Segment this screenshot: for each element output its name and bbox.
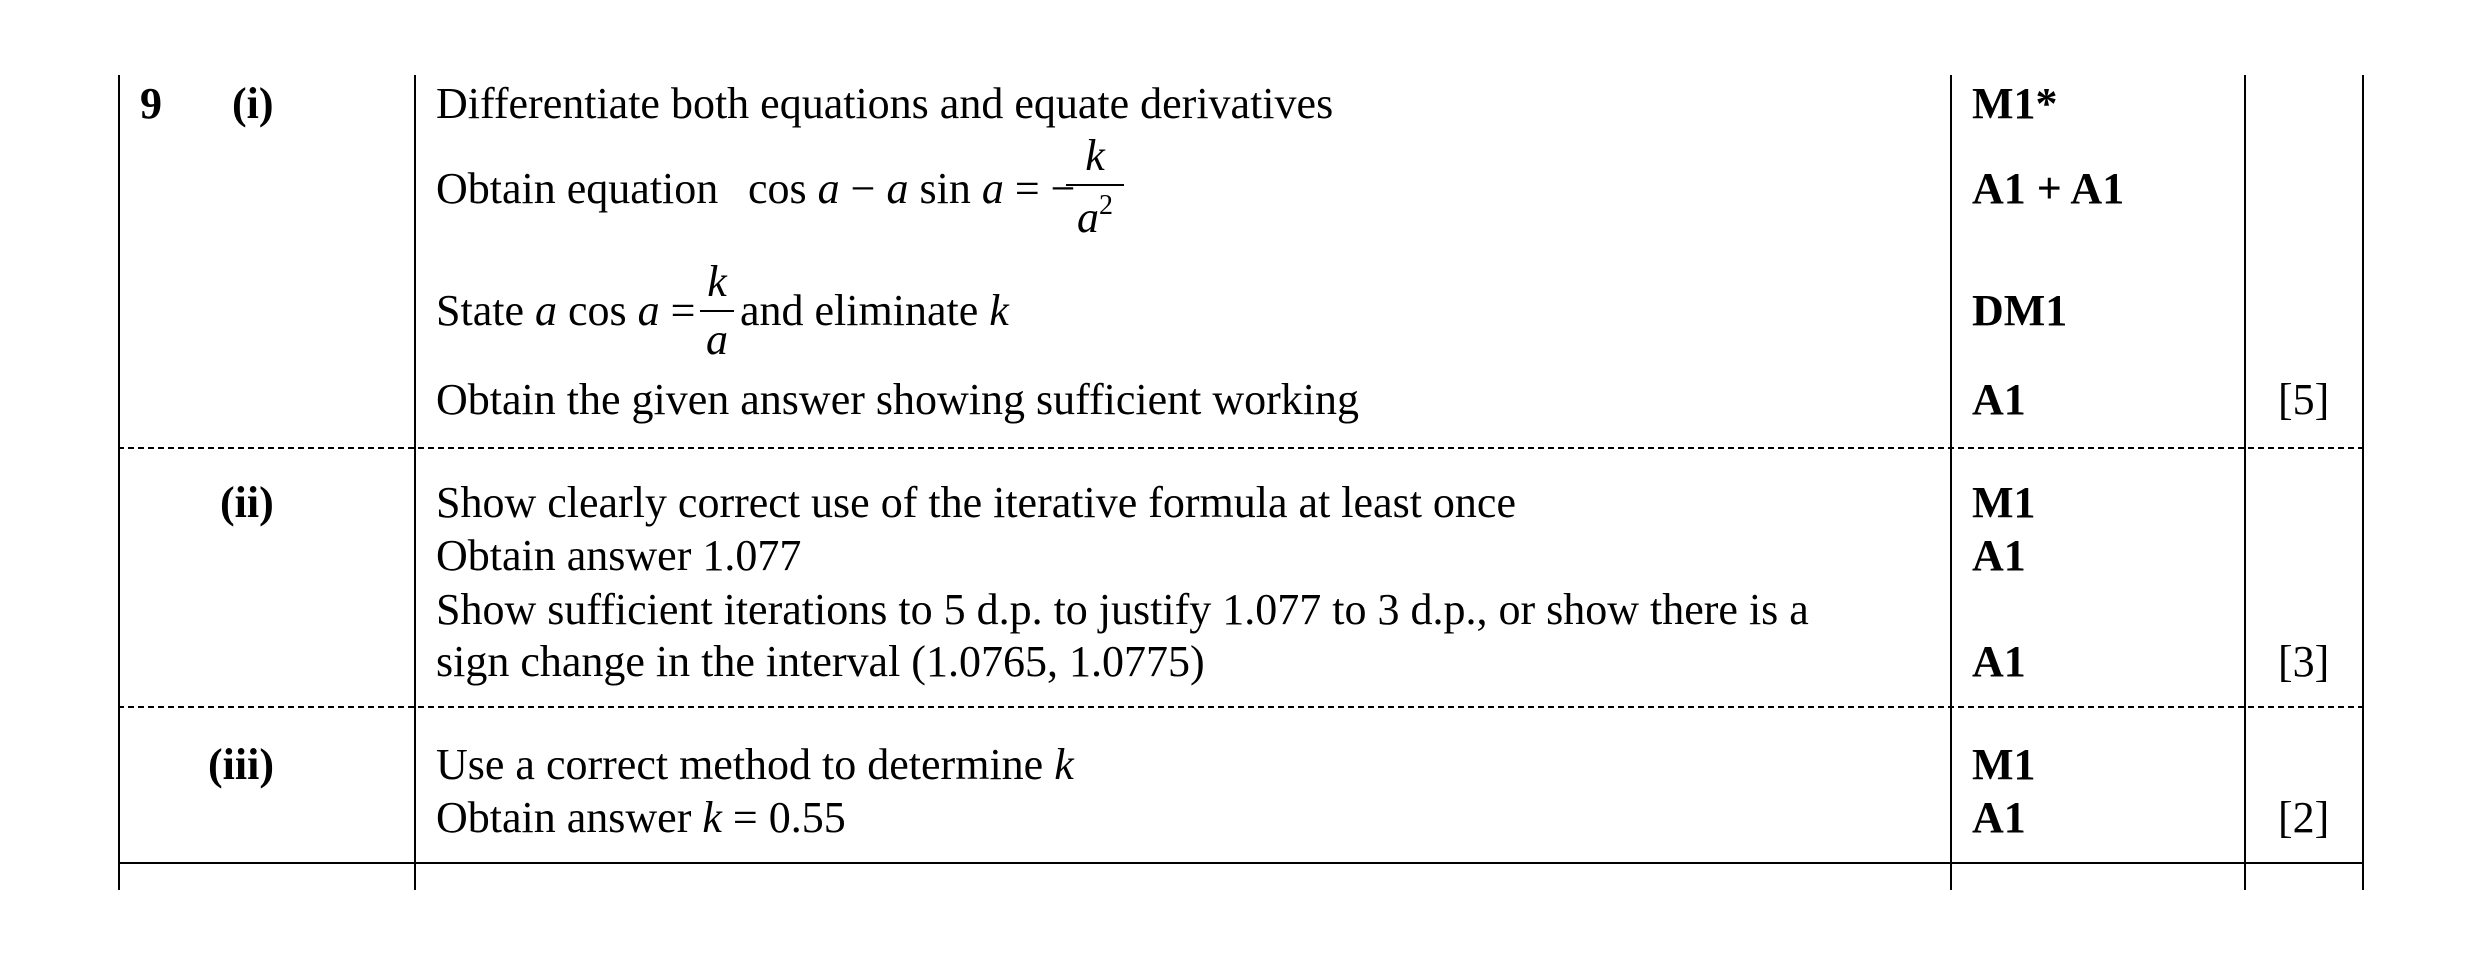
part-total: [3] (2278, 637, 2330, 686)
mark-code: A1 + A1 (1972, 164, 2125, 213)
question-number: 9 (140, 79, 162, 128)
row-divider-i-ii (118, 447, 2364, 449)
fraction-k-over-a-squared: k $a^2$ (1066, 134, 1124, 240)
mark-code: A1 (1972, 793, 2026, 842)
row-divider-ii-iii (118, 706, 2364, 708)
table-border-left (118, 75, 120, 890)
part-label-ii: (ii) (220, 478, 274, 527)
mark-code: DM1 (1972, 286, 2068, 335)
part-total: [5] (2278, 375, 2330, 424)
step-text: and eliminate k (740, 286, 1009, 335)
fraction-k-over-a: k a (700, 260, 734, 362)
mark-code: A1 (1972, 637, 2026, 686)
step-text: State a cos a = (436, 286, 696, 335)
step-text: Differentiate both equations and equate derivatives (436, 79, 1334, 128)
mark-code: M1 (1972, 740, 2036, 789)
mark-code: M1* (1972, 79, 2058, 128)
mark-code: A1 (1972, 531, 2026, 580)
step-text: Obtain answer 1.077 (436, 531, 802, 580)
step-text: Obtain equation (436, 164, 719, 213)
column-divider-label (414, 75, 416, 890)
part-label-i: (i) (232, 79, 274, 128)
equation-lhs: cos a − a sin a = − (748, 164, 1076, 213)
row-divider-bottom (118, 862, 2364, 864)
step-text: Obtain answer k = 0.55 (436, 793, 846, 842)
step-text: Use a correct method to determine k (436, 740, 1074, 789)
step-text: Obtain the given answer showing sufficient working (436, 375, 1360, 424)
part-total: [2] (2278, 793, 2330, 842)
table-border-right (2362, 75, 2364, 890)
mark-code: A1 (1972, 375, 2026, 424)
column-divider-total (2244, 75, 2246, 890)
part-label-iii: (iii) (208, 740, 274, 789)
step-text: sign change in the interval (1.0765, 1.0775) (436, 637, 1205, 686)
step-text: Show clearly correct use of the iterative formula at least once (436, 478, 1516, 527)
step-text: Show sufficient iterations to 5 d.p. to justify 1.077 to 3 d.p., or show there is a (436, 585, 1809, 634)
column-divider-mark (1950, 75, 1952, 890)
mark-code: M1 (1972, 478, 2036, 527)
